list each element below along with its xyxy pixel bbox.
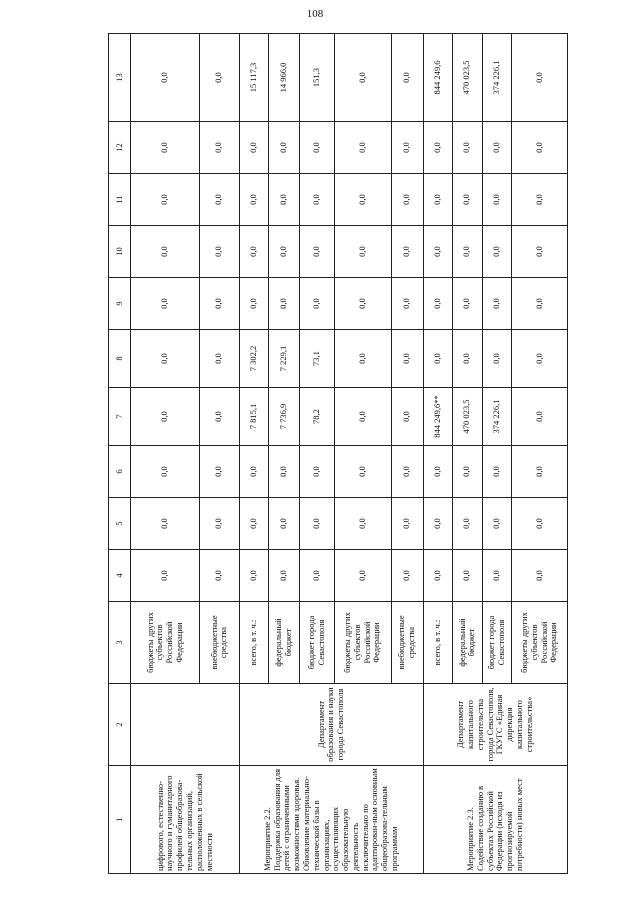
value-cell: 0,0 — [200, 226, 240, 278]
event-name-cell: цифрового, естественно-научного и гуманитарного профилей общеобразова-тельных организаций, расположенных в сельской местности — [131, 766, 239, 874]
value-cell: 0,0 — [423, 122, 452, 174]
value-cell: 0,0 — [512, 174, 568, 226]
value-cell: 0,0 — [452, 226, 482, 278]
header-cell: 12 — [109, 122, 131, 174]
funding-source-cell: всего, в т. ч.: — [239, 602, 269, 684]
table-row — [423, 34, 452, 874]
value-cell: 0,0 — [334, 122, 391, 174]
value-cell: 0,0 — [334, 34, 391, 122]
value-cell: 0,0 — [299, 226, 334, 278]
value-cell: 0,0 — [482, 174, 512, 226]
budget-table — [108, 33, 568, 874]
value-cell: 844 249,6 — [423, 34, 452, 122]
value-cell: 0,0 — [512, 498, 568, 550]
value-cell: 0,0 — [131, 174, 200, 226]
header-cell: 11 — [109, 174, 131, 226]
value-cell: 7 815,1 — [239, 388, 269, 446]
funding-source-cell: внебюджетные средства — [391, 602, 423, 684]
header-cell: 13 — [109, 34, 131, 122]
value-cell: 7 229,1 — [269, 330, 299, 388]
header-cell: 8 — [109, 330, 131, 388]
value-cell: 0,0 — [334, 330, 391, 388]
header-cell: 3 — [109, 602, 131, 684]
value-cell: 0,0 — [452, 498, 482, 550]
value-cell: 0,0 — [239, 174, 269, 226]
value-cell: 0,0 — [482, 550, 512, 602]
value-cell: 0,0 — [299, 498, 334, 550]
value-cell: 73,1 — [299, 330, 334, 388]
value-cell: 0,0 — [269, 122, 299, 174]
rotated-table-wrapper — [108, 34, 568, 874]
value-cell: 0,0 — [423, 550, 452, 602]
value-cell: 0,0 — [239, 122, 269, 174]
value-cell: 0,0 — [239, 226, 269, 278]
value-cell: 0,0 — [512, 388, 568, 446]
value-cell: 0,0 — [512, 278, 568, 330]
event-name-cell: Мероприятие 2.3. Содействие созданию в субъектах Российской Федерации (исходя из прогнозируемой потребности) новых мест — [423, 766, 567, 874]
table-row — [131, 34, 200, 874]
value-cell: 0,0 — [423, 498, 452, 550]
value-cell: 0,0 — [452, 330, 482, 388]
value-cell: 0,0 — [482, 278, 512, 330]
header-row — [109, 34, 131, 874]
value-cell: 14 966,0 — [269, 34, 299, 122]
value-cell: 0,0 — [131, 388, 200, 446]
header-cell: 7 — [109, 388, 131, 446]
header-cell: 10 — [109, 226, 131, 278]
value-cell: 470 023,5 — [452, 34, 482, 122]
value-cell: 0,0 — [239, 278, 269, 330]
value-cell: 0,0 — [423, 330, 452, 388]
event-name-cell: Мероприятие 2.2. Поддержка образования для детей с ограниченными возможностями здоровья. Обновление материально-технической базы в организациях, осуществляющих образовательную деятельность исключительно по адаптирован-ным основным общеобразова-тельным программам — [239, 766, 423, 874]
value-cell: 0,0 — [512, 226, 568, 278]
value-cell: 0,0 — [269, 226, 299, 278]
value-cell: 0,0 — [391, 34, 423, 122]
value-cell: 0,0 — [334, 226, 391, 278]
value-cell: 0,0 — [512, 446, 568, 498]
value-cell: 374 226,1 — [482, 34, 512, 122]
value-cell: 0,0 — [334, 550, 391, 602]
value-cell: 151,3 — [299, 34, 334, 122]
value-cell: 0,0 — [200, 550, 240, 602]
value-cell: 0,0 — [200, 278, 240, 330]
value-cell: 0,0 — [482, 226, 512, 278]
value-cell: 0,0 — [334, 446, 391, 498]
value-cell: 0,0 — [299, 446, 334, 498]
value-cell: 0,0 — [131, 34, 200, 122]
value-cell: 0,0 — [482, 446, 512, 498]
value-cell: 0,0 — [334, 498, 391, 550]
value-cell: 0,0 — [200, 122, 240, 174]
funding-source-cell: бюджеты других субъектов Российской Федерации — [512, 602, 568, 684]
table-row — [239, 34, 269, 874]
value-cell: 0,0 — [423, 226, 452, 278]
page-number: 108 — [306, 8, 324, 20]
value-cell: 0,0 — [200, 388, 240, 446]
header-cell: 6 — [109, 446, 131, 498]
value-cell: 0,0 — [131, 278, 200, 330]
value-cell: 0,0 — [391, 278, 423, 330]
value-cell: 0,0 — [299, 174, 334, 226]
header-cell: 4 — [109, 550, 131, 602]
value-cell: 0,0 — [452, 446, 482, 498]
value-cell: 470 023,5 — [452, 388, 482, 446]
header-cell: 2 — [109, 684, 131, 766]
value-cell: 0,0 — [239, 550, 269, 602]
value-cell: 0,0 — [391, 122, 423, 174]
value-cell: 374 226,1 — [482, 388, 512, 446]
value-cell: 0,0 — [239, 446, 269, 498]
funding-source-cell: бюджеты других субъектов Российской Федерации — [131, 602, 200, 684]
value-cell: 0,0 — [482, 122, 512, 174]
table-body — [109, 34, 568, 874]
value-cell: 0,0 — [423, 446, 452, 498]
value-cell: 0,0 — [269, 278, 299, 330]
funding-source-cell: бюджет города Севастополя — [482, 602, 512, 684]
value-cell: 0,0 — [200, 34, 240, 122]
value-cell: 0,0 — [131, 446, 200, 498]
value-cell: 15 117,3 — [239, 34, 269, 122]
value-cell: 0,0 — [269, 550, 299, 602]
value-cell: 0,0 — [131, 226, 200, 278]
funding-source-cell: бюджет города Севастополя — [299, 602, 334, 684]
value-cell: 0,0 — [482, 498, 512, 550]
header-cell: 5 — [109, 498, 131, 550]
value-cell: 0,0 — [391, 174, 423, 226]
value-cell: 0,0 — [299, 278, 334, 330]
value-cell: 0,0 — [269, 446, 299, 498]
value-cell: 0,0 — [131, 498, 200, 550]
value-cell: 844 249,6** — [423, 388, 452, 446]
value-cell: 0,0 — [391, 388, 423, 446]
value-cell: 0,0 — [482, 330, 512, 388]
value-cell: 7 736,9 — [269, 388, 299, 446]
value-cell: 0,0 — [391, 550, 423, 602]
funding-source-cell: федеральный бюджет — [269, 602, 299, 684]
value-cell: 0,0 — [452, 174, 482, 226]
value-cell: 7 302,2 — [239, 330, 269, 388]
value-cell: 0,0 — [334, 278, 391, 330]
value-cell: 0,0 — [423, 278, 452, 330]
value-cell: 0,0 — [299, 122, 334, 174]
rotated-page-area — [108, 34, 568, 874]
value-cell: 0,0 — [452, 278, 482, 330]
value-cell: 0,0 — [299, 550, 334, 602]
value-cell: 0,0 — [452, 550, 482, 602]
value-cell: 78,2 — [299, 388, 334, 446]
value-cell: 0,0 — [200, 174, 240, 226]
value-cell: 0,0 — [200, 330, 240, 388]
value-cell: 0,0 — [334, 174, 391, 226]
value-cell: 0,0 — [512, 330, 568, 388]
value-cell: 0,0 — [131, 122, 200, 174]
executor-cell: Департамент капитального строительства города Севастополя, ГКУГС «Единая дирекция капитального строительства» — [423, 684, 567, 766]
executor-cell: Департамент образования и науки города Севастополя — [239, 684, 423, 766]
value-cell: 0,0 — [391, 226, 423, 278]
header-cell: 1 — [109, 766, 131, 874]
value-cell: 0,0 — [239, 498, 269, 550]
funding-source-cell: бюджеты других субъектов Российской Федерации — [334, 602, 391, 684]
value-cell: 0,0 — [423, 174, 452, 226]
value-cell: 0,0 — [269, 174, 299, 226]
value-cell: 0,0 — [200, 446, 240, 498]
header-cell: 9 — [109, 278, 131, 330]
value-cell: 0,0 — [131, 550, 200, 602]
value-cell: 0,0 — [131, 330, 200, 388]
value-cell: 0,0 — [391, 446, 423, 498]
value-cell: 0,0 — [512, 34, 568, 122]
value-cell: 0,0 — [269, 498, 299, 550]
value-cell: 0,0 — [334, 388, 391, 446]
value-cell: 0,0 — [391, 498, 423, 550]
value-cell: 0,0 — [391, 330, 423, 388]
value-cell: 0,0 — [512, 550, 568, 602]
value-cell: 0,0 — [200, 498, 240, 550]
funding-source-cell: внебюджетные средства — [200, 602, 240, 684]
value-cell: 0,0 — [512, 122, 568, 174]
funding-source-cell: федеральный бюджет — [452, 602, 482, 684]
funding-source-cell: всего, в т. ч.: — [423, 602, 452, 684]
executor-cell — [131, 684, 239, 766]
value-cell: 0,0 — [452, 122, 482, 174]
